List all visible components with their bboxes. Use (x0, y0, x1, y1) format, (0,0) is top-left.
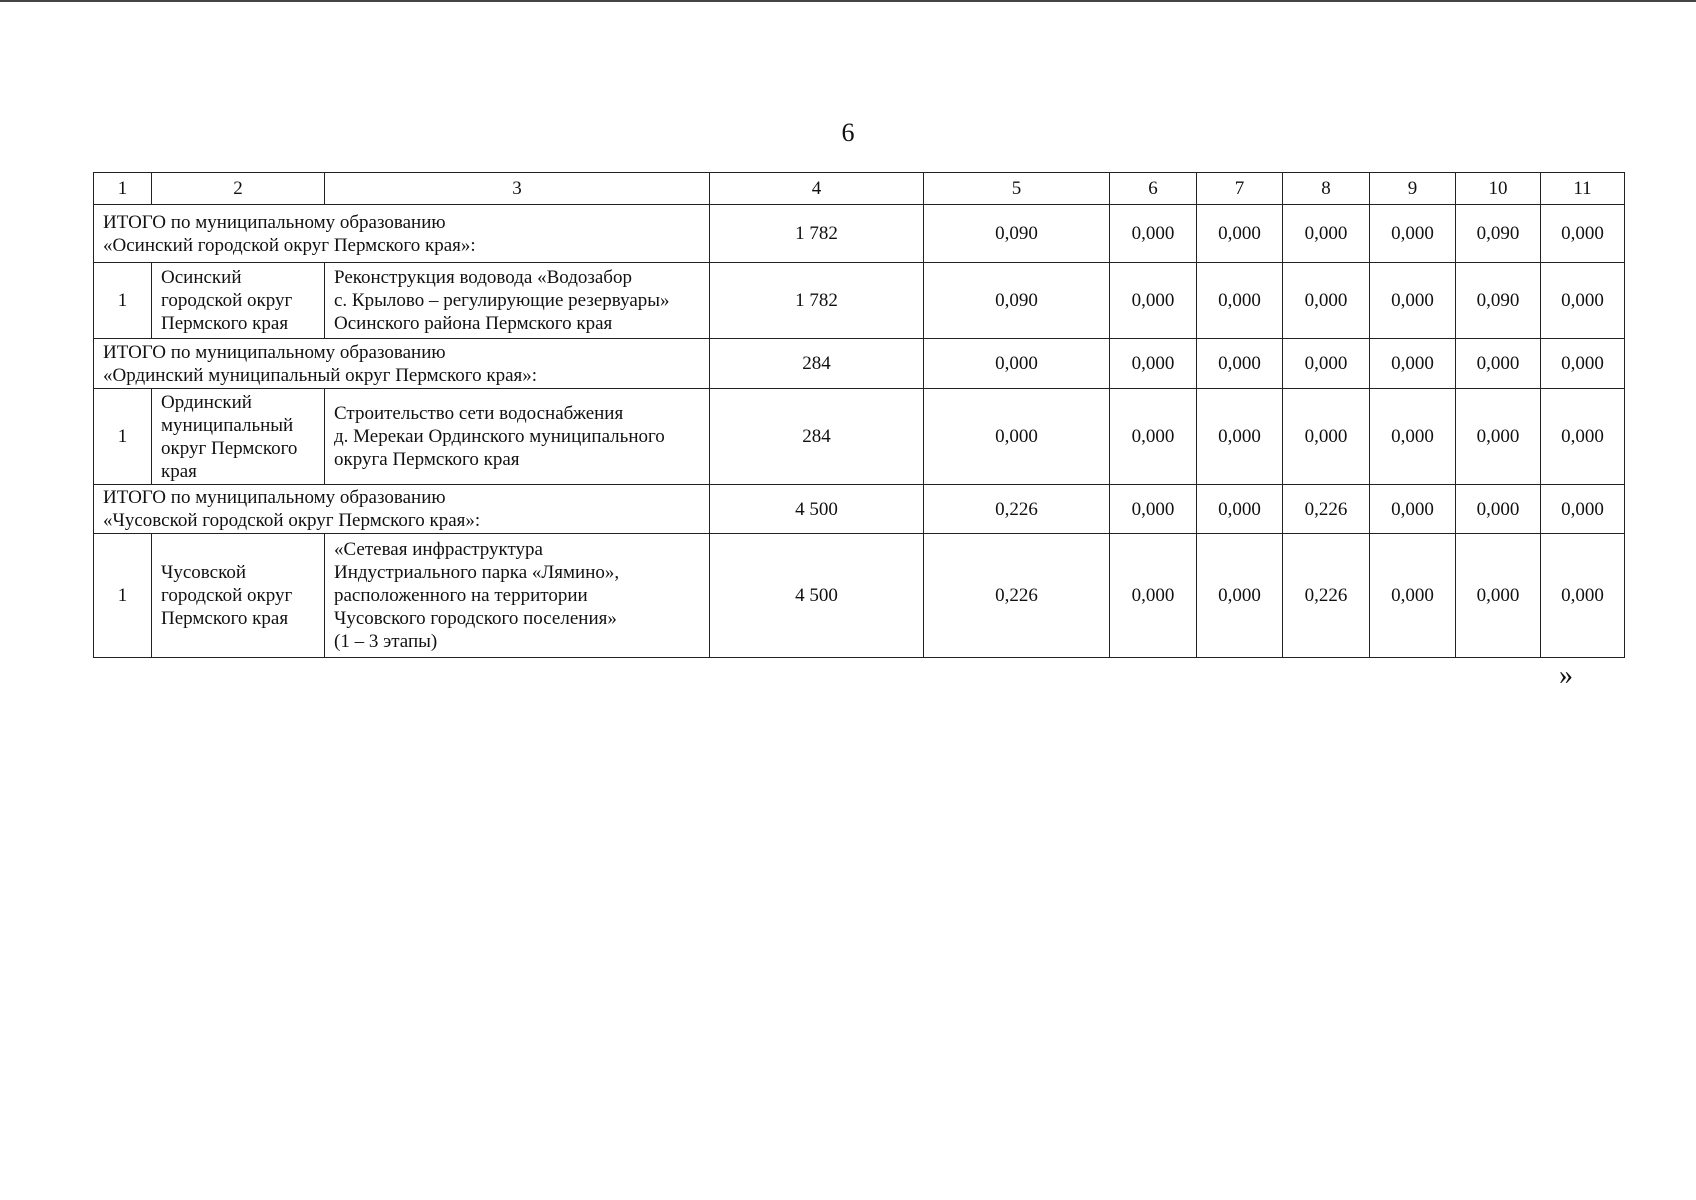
value-cell: 284 (710, 389, 924, 485)
value-cell: 0,000 (1283, 263, 1370, 339)
value-cell: 1 782 (710, 263, 924, 339)
municipality-cell: Осинский городской округ Пермского края (152, 263, 325, 339)
value-cell: 0,000 (1110, 263, 1197, 339)
column-number: 8 (1283, 173, 1370, 205)
row-number: 1 (94, 534, 152, 658)
value-cell: 0,000 (1370, 534, 1456, 658)
value-cell: 0,226 (1283, 534, 1370, 658)
value-cell: 0,000 (1370, 389, 1456, 485)
total-value: 0,000 (1110, 485, 1197, 534)
total-value: 1 782 (710, 205, 924, 263)
value-cell: 0,000 (924, 389, 1110, 485)
value-cell: 0,226 (924, 534, 1110, 658)
project-row (94, 389, 1625, 485)
value-cell: 0,000 (1110, 389, 1197, 485)
value-cell: 0,000 (1541, 389, 1625, 485)
value-cell: 0,000 (1110, 534, 1197, 658)
total-value: 0,000 (1541, 339, 1625, 389)
total-value: 0,000 (1110, 339, 1197, 389)
scan-top-edge (0, 0, 1696, 2)
total-value: 0,000 (1541, 205, 1625, 263)
projects-table (93, 172, 1625, 658)
total-value: 0,000 (1456, 339, 1541, 389)
total-value: 0,000 (1283, 205, 1370, 263)
column-number: 6 (1110, 173, 1197, 205)
total-label: ИТОГО по муниципальному образованию «Чусовской городской округ Пермского края»: (94, 485, 710, 534)
column-number-row (94, 173, 1625, 205)
column-number: 3 (325, 173, 710, 205)
value-cell: 4 500 (710, 534, 924, 658)
total-value: 0,000 (1283, 339, 1370, 389)
total-value: 0,000 (1197, 205, 1283, 263)
object-cell: «Сетевая инфраструктура Индустриального парка «Лямино», расположенного на территории Чусовского городского поселения» (1 – 3 этапы) (325, 534, 710, 658)
total-value: 0,226 (924, 485, 1110, 534)
total-value: 0,000 (1197, 339, 1283, 389)
column-number: 11 (1541, 173, 1625, 205)
total-value: 0,090 (924, 205, 1110, 263)
column-number: 5 (924, 173, 1110, 205)
municipality-cell: Чусовской городской округ Пермского края (152, 534, 325, 658)
total-value: 0,000 (1370, 339, 1456, 389)
total-value: 0,000 (1110, 205, 1197, 263)
total-row (94, 205, 1625, 263)
total-value: 0,090 (1456, 205, 1541, 263)
total-value: 0,000 (1197, 485, 1283, 534)
total-value: 0,226 (1283, 485, 1370, 534)
row-number: 1 (94, 389, 152, 485)
column-number: 9 (1370, 173, 1456, 205)
value-cell: 0,090 (1456, 263, 1541, 339)
total-row (94, 485, 1625, 534)
value-cell: 0,000 (1456, 534, 1541, 658)
total-label: ИТОГО по муниципальному образованию «Ординский муниципальный округ Пермского края»: (94, 339, 710, 389)
value-cell: 0,000 (1283, 389, 1370, 485)
value-cell: 0,000 (1456, 389, 1541, 485)
project-row (94, 534, 1625, 658)
value-cell: 0,000 (1197, 263, 1283, 339)
row-number: 1 (94, 263, 152, 339)
page-number: 6 (841, 118, 855, 147)
column-number: 2 (152, 173, 325, 205)
project-row (94, 263, 1625, 339)
value-cell: 0,000 (1541, 263, 1625, 339)
value-cell: 0,000 (1541, 534, 1625, 658)
object-cell: Реконструкция водовода «Водозабор с. Крылово – регулирующие резервуары» Осинского района Пермского края (325, 263, 710, 339)
value-cell: 0,000 (1197, 534, 1283, 658)
total-value: 0,000 (1370, 485, 1456, 534)
total-value: 0,000 (1456, 485, 1541, 534)
value-cell: 0,090 (924, 263, 1110, 339)
column-number: 1 (94, 173, 152, 205)
value-cell: 0,000 (1370, 263, 1456, 339)
total-value: 0,000 (1541, 485, 1625, 534)
closing-quote-mark: » (1559, 660, 1573, 691)
column-number: 4 (710, 173, 924, 205)
column-number: 10 (1456, 173, 1541, 205)
total-row (94, 339, 1625, 389)
object-cell: Строительство сети водоснабжения д. Мерекаи Ординского муниципального округа Пермского края (325, 389, 710, 485)
total-value: 0,000 (924, 339, 1110, 389)
column-number: 7 (1197, 173, 1283, 205)
total-value: 284 (710, 339, 924, 389)
municipality-cell: Ординский муниципальный округ Пермского края (152, 389, 325, 485)
total-value: 0,000 (1370, 205, 1456, 263)
value-cell: 0,000 (1197, 389, 1283, 485)
total-label: ИТОГО по муниципальному образованию «Осинский городской округ Пермского края»: (94, 205, 710, 263)
total-value: 4 500 (710, 485, 924, 534)
